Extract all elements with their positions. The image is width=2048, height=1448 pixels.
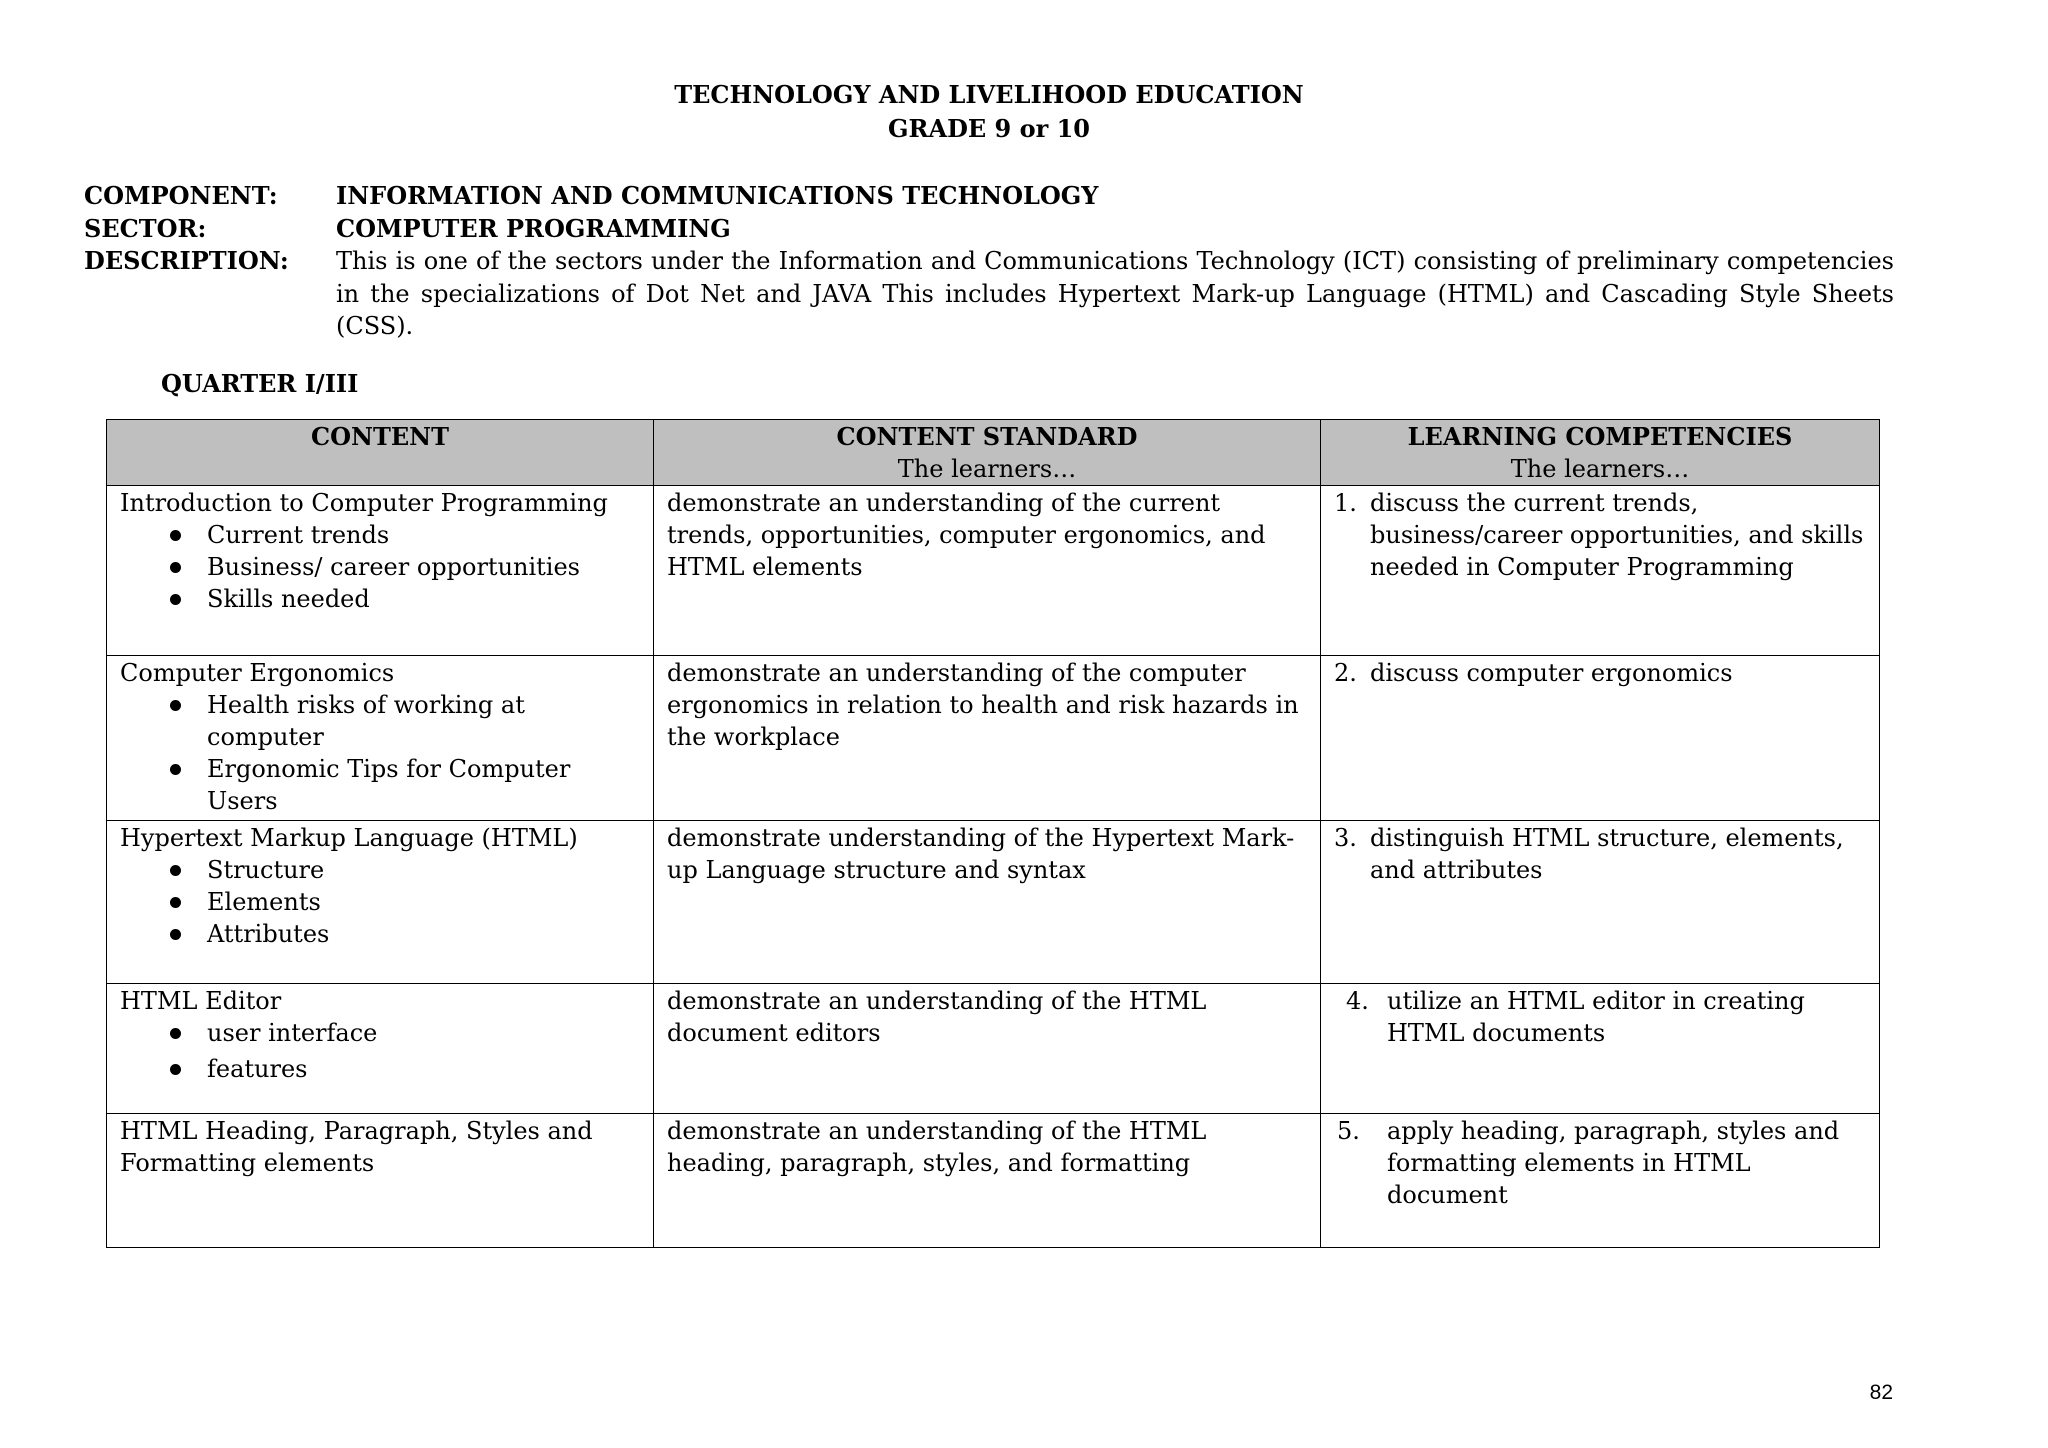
- content-standard-text: demonstrate an understanding of the current trends, opportunities, computer ergonomics, and HTML elements: [667, 489, 1266, 581]
- competency-cell: [1321, 1114, 1880, 1248]
- subtopic-text: Ergonomic Tips for Computer Users: [207, 755, 571, 815]
- competency-cell: [1321, 656, 1880, 821]
- content-standard-text: demonstrate an understanding of the computer ergonomics in relation to health and risk hazards in the workplace: [667, 659, 1299, 751]
- competency-text: distinguish HTML structure, elements, and attributes: [1370, 824, 1844, 884]
- content-cell: [107, 984, 654, 1114]
- subtopic-item: [120, 1053, 640, 1085]
- quarter-heading: QUARTER I/III: [161, 369, 359, 398]
- content-topic: HTML Editor: [120, 987, 282, 1015]
- bullet-icon: [170, 562, 181, 573]
- table-row: [107, 984, 1880, 1114]
- document-subtitle: GRADE 9 or 10: [888, 114, 1090, 143]
- table-row: [107, 821, 1880, 984]
- content-standard-text: demonstrate an understanding of the HTML heading, paragraph, styles, and formatting: [667, 1117, 1207, 1177]
- content-standard-cell: [654, 656, 1321, 821]
- subtopic-text: user interface: [207, 1019, 378, 1047]
- table-header-row: [107, 420, 1880, 486]
- competency-item: [1334, 657, 1866, 689]
- page-number: 82: [1869, 1381, 1893, 1404]
- document-title: TECHNOLOGY AND LIVELIHOOD EDUCATION: [674, 80, 1304, 109]
- subtopic-item: [120, 519, 640, 551]
- competency-number: 1.: [1334, 489, 1357, 517]
- content-standard-cell: [654, 821, 1321, 984]
- content-topic: Introduction to Computer Programming: [120, 489, 608, 517]
- competency-text: apply heading, paragraph, styles and formatting elements in HTML document: [1387, 1117, 1840, 1209]
- subtopic-item: [120, 583, 640, 615]
- content-standard-cell: [654, 984, 1321, 1114]
- content-topic: HTML Heading, Paragraph, Styles and Formatting elements: [120, 1117, 593, 1177]
- header-content-standard: [654, 420, 1321, 486]
- subtopic-text: Current trends: [207, 521, 390, 549]
- description-value: This is one of the sectors under the Information and Communications Technology (ICT) consisting of preliminary competencies in the specializations of Dot Net and JAVA This includes Hypertext Mark-up Language (HTML) and Cascading Style Sheets (CSS).: [336, 247, 1894, 340]
- competency-cell: [1321, 486, 1880, 656]
- competency-number: 4.: [1346, 987, 1369, 1015]
- subtopic-text: Structure: [207, 856, 325, 884]
- competency-text: discuss the current trends, business/career opportunities, and skills needed in Computer Programming: [1370, 489, 1864, 581]
- bullet-icon: [170, 594, 181, 605]
- subtopic-text: Elements: [207, 888, 321, 916]
- content-standard-text: demonstrate an understanding of the HTML document editors: [667, 987, 1207, 1047]
- bullet-icon: [170, 865, 181, 876]
- competency-item: [1334, 1115, 1866, 1211]
- curriculum-table: [106, 419, 1880, 1248]
- content-cell: [107, 656, 654, 821]
- bullet-icon: [170, 700, 181, 711]
- subtopic-item: [120, 753, 640, 817]
- header-subtitle: The learners…: [1510, 455, 1690, 483]
- header-title: CONTENT: [311, 422, 449, 451]
- content-standard-text: demonstrate understanding of the Hypertext Mark-up Language structure and syntax: [667, 824, 1295, 884]
- table-row: [107, 486, 1880, 656]
- content-standard-cell: [654, 486, 1321, 656]
- subtopic-text: Skills needed: [207, 585, 370, 613]
- competency-item: [1334, 487, 1866, 583]
- competency-item: [1334, 822, 1866, 886]
- table-row: [107, 1114, 1880, 1248]
- competency-cell: [1321, 821, 1880, 984]
- subtopic-item: [120, 689, 640, 753]
- document-header: [0, 78, 1978, 146]
- competency-number: 5.: [1337, 1117, 1360, 1145]
- header-content: [107, 420, 654, 486]
- competency-text: discuss computer ergonomics: [1370, 659, 1733, 687]
- description-label: DESCRIPTION:: [84, 246, 289, 275]
- subtopic-item: [120, 918, 640, 950]
- bullet-icon: [170, 897, 181, 908]
- subtopic-item: [120, 886, 640, 918]
- bullet-icon: [170, 1064, 181, 1075]
- content-cell: [107, 486, 654, 656]
- subtopic-text: Business/ career opportunities: [207, 553, 580, 581]
- bullet-icon: [170, 530, 181, 541]
- content-standard-cell: [654, 1114, 1321, 1248]
- content-cell: [107, 1114, 654, 1248]
- competency-number: 2.: [1334, 659, 1357, 687]
- subtopic-text: features: [207, 1055, 308, 1083]
- competency-number: 3.: [1334, 824, 1357, 852]
- component-label: COMPONENT:: [84, 181, 278, 210]
- header-title: LEARNING COMPETENCIES: [1407, 422, 1793, 451]
- header-title: CONTENT STANDARD: [836, 422, 1138, 451]
- competency-text: utilize an HTML editor in creating HTML documents: [1387, 987, 1805, 1047]
- course-meta: [84, 180, 1894, 343]
- sector-label: SECTOR:: [84, 213, 207, 243]
- content-topic: Hypertext Markup Language (HTML): [120, 824, 578, 852]
- bullet-icon: [170, 1028, 181, 1039]
- subtopic-item: [120, 1017, 640, 1049]
- subtopic-text: Health risks of working at computer: [207, 691, 525, 751]
- bullet-icon: [170, 929, 181, 940]
- header-learning-competencies: [1321, 420, 1880, 486]
- content-cell: [107, 821, 654, 984]
- component-value: INFORMATION AND COMMUNICATIONS TECHNOLOGY: [336, 181, 1099, 210]
- subtopic-item: [120, 551, 640, 583]
- header-subtitle: The learners…: [897, 455, 1077, 483]
- content-topic: Computer Ergonomics: [120, 659, 395, 687]
- subtopic-text: Attributes: [207, 920, 330, 948]
- table-row: [107, 656, 1880, 821]
- sector-value: COMPUTER PROGRAMMING: [336, 213, 731, 243]
- bullet-icon: [170, 764, 181, 775]
- competency-item: [1334, 985, 1866, 1049]
- competency-cell: [1321, 984, 1880, 1114]
- subtopic-item: [120, 854, 640, 886]
